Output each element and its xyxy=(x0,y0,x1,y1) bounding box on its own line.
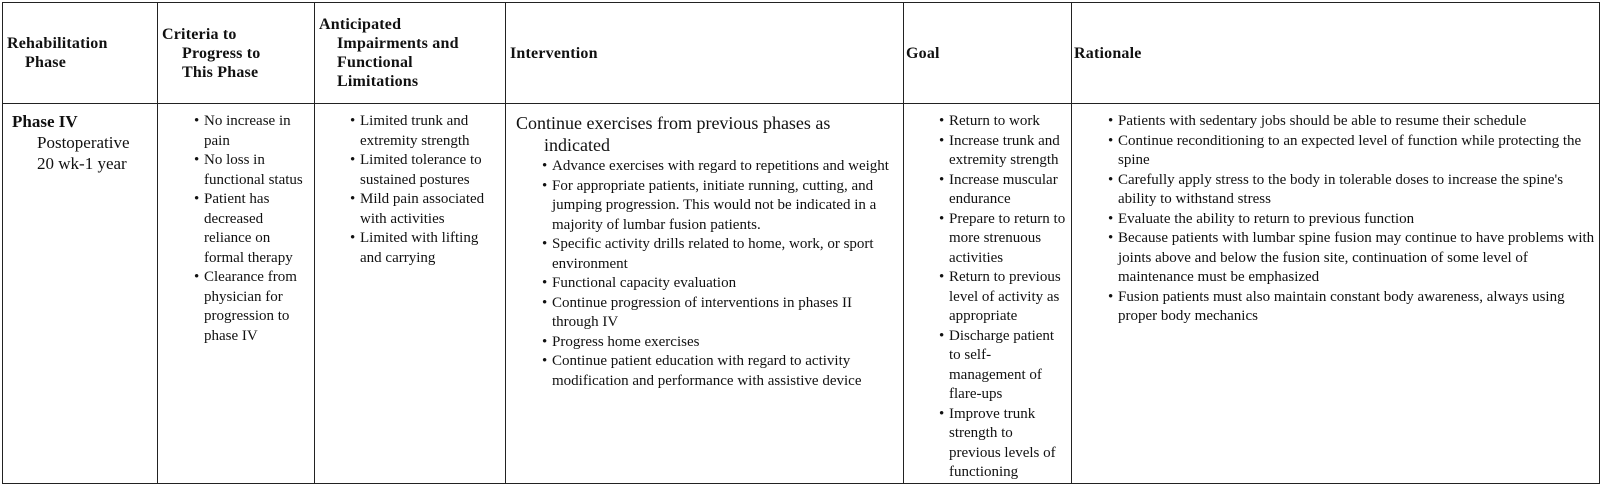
list-item: • No loss in functional status xyxy=(194,151,310,190)
header-rationale: Rationale xyxy=(1072,3,1600,104)
header-text: Impairments and xyxy=(337,35,459,52)
list-item: • Return to work xyxy=(939,112,1067,132)
list-item: • Because patients with lumbar spine fusion may continue to have problems with joints above and below the fusion site, continuation of some level of maintenance must be emphasized xyxy=(1108,229,1595,288)
list-item: • Limited trunk and extremity strength xyxy=(350,112,501,151)
phase-name: Phase IV xyxy=(12,112,78,131)
list-item: • Progress home exercises xyxy=(542,333,897,353)
list-item: • Improve trunk strength to previous levels of functioning xyxy=(939,405,1067,483)
header-rehabilitation-phase xyxy=(3,3,158,104)
intervention-lead: Continue exercises from previous phases as xyxy=(516,113,831,133)
list-item: • Increase trunk and extremity strength xyxy=(939,132,1067,171)
list-item: • Evaluate the ability to return to previous function xyxy=(1108,210,1595,230)
list-item: • Advance exercises with regard to repetitions and weight xyxy=(542,157,897,177)
list-item: • Limited with lifting and carrying xyxy=(350,229,501,268)
rationale-cell xyxy=(1072,104,1600,484)
header-text: Phase xyxy=(25,54,66,71)
list-item: • Functional capacity evaluation xyxy=(542,274,897,294)
header-goal: Goal xyxy=(904,3,1072,104)
phase-timeframe: 20 wk-1 year xyxy=(37,153,127,173)
impairments-cell xyxy=(315,104,506,484)
list-item: • Continue progression of interventions in phases II through IV xyxy=(542,294,897,333)
impairments-list xyxy=(350,112,501,268)
list-item: • Mild pain associated with activities xyxy=(350,190,501,229)
list-item: • For appropriate patients, initiate running, cutting, and jumping progression. This would not be indicated in a majority of lumbar fusion patients. xyxy=(542,177,897,236)
criteria-list xyxy=(194,112,310,346)
intervention-cell xyxy=(506,104,904,484)
header-impairments xyxy=(315,3,506,104)
header-text: Criteria to xyxy=(162,25,237,43)
header-text: Limitations xyxy=(337,73,419,90)
phase-cell xyxy=(3,104,158,484)
phase-iv-row xyxy=(3,104,1600,484)
header-text: Functional xyxy=(337,54,413,71)
header-text: Progress to xyxy=(182,44,261,62)
rationale-list xyxy=(1108,112,1595,327)
goal-cell xyxy=(904,104,1072,484)
rehab-protocol-table xyxy=(2,2,1600,484)
list-item: • Prepare to return to more strenuous activities xyxy=(939,210,1067,269)
list-item: • Return to previous level of activity as appropriate xyxy=(939,268,1067,327)
header-row xyxy=(3,3,1600,104)
list-item: • Clearance from physician for progression to phase IV xyxy=(194,268,310,346)
list-item: • Fusion patients must also maintain constant body awareness, always using proper body mechanics xyxy=(1108,288,1595,327)
intervention-lead-continued: indicated xyxy=(544,135,610,155)
intervention-list xyxy=(516,157,897,391)
header-text: Anticipated xyxy=(319,16,402,33)
header-criteria xyxy=(158,3,315,104)
goal-list xyxy=(939,112,1067,483)
list-item: • Increase muscular endurance xyxy=(939,171,1067,210)
list-item: • Continue patient education with regard to activity modification and performance with assistive device xyxy=(542,352,897,391)
list-item: • No increase in pain xyxy=(194,112,310,151)
list-item: • Patient has decreased reliance on formal therapy xyxy=(194,190,310,268)
header-intervention: Intervention xyxy=(506,3,904,104)
list-item: • Continue reconditioning to an expected level of function while protecting the spine xyxy=(1108,132,1595,171)
list-item: • Discharge patient to self-management of flare-ups xyxy=(939,327,1067,405)
list-item: • Limited tolerance to sustained postures xyxy=(350,151,501,190)
header-text: This Phase xyxy=(182,63,259,81)
criteria-cell xyxy=(158,104,315,484)
header-text: Rehabilitation xyxy=(7,35,108,52)
list-item: • Patients with sedentary jobs should be able to resume their schedule xyxy=(1108,112,1595,132)
list-item: • Carefully apply stress to the body in tolerable doses to increase the spine's ability to withstand stress xyxy=(1108,171,1595,210)
list-item: • Specific activity drills related to home, work, or sport environment xyxy=(542,235,897,274)
phase-description: Postoperative xyxy=(37,132,130,152)
